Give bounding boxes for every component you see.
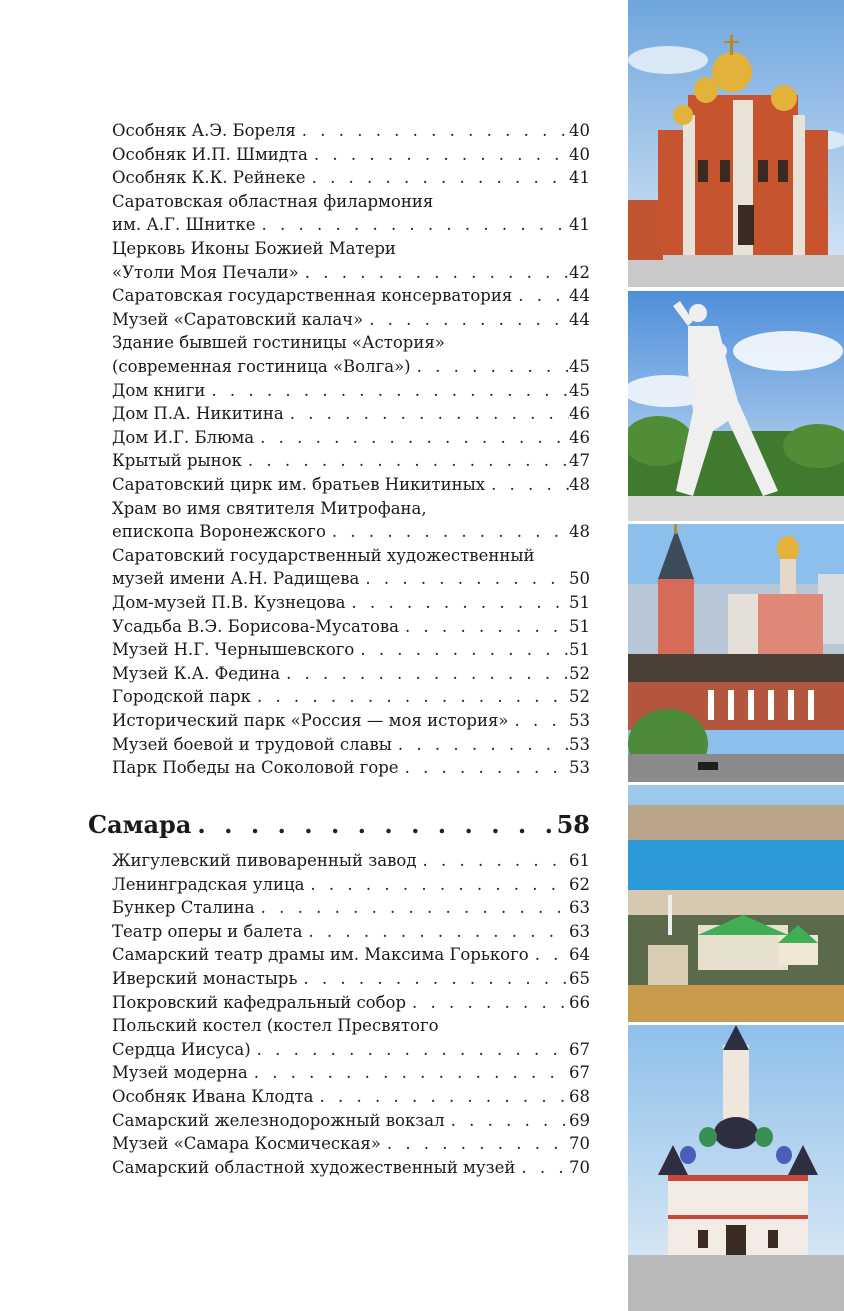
leader-dots xyxy=(392,733,569,757)
leader-dots xyxy=(284,402,569,426)
toc-page-number: 48 xyxy=(569,522,590,542)
toc-entry-title: Дом-музей П.В. Кузнецова xyxy=(112,593,346,612)
toc-page-number: 53 xyxy=(569,734,590,754)
toc-page-number: 48 xyxy=(569,475,590,494)
toc-page-number: 53 xyxy=(569,758,590,778)
leader-dots xyxy=(416,849,569,873)
toc-entry[interactable] xyxy=(112,166,590,190)
toc-entry-title: Покровский кафедральный собор xyxy=(112,992,407,1012)
toc-entry[interactable] xyxy=(112,1156,590,1180)
toc-entry-title: Жигулевский пивоваренный завод xyxy=(112,851,417,870)
toc-entry-title: музей имени А.Н. Радищева xyxy=(112,569,360,589)
toc-page-number: 63 xyxy=(569,898,590,918)
leader-dots xyxy=(299,261,569,285)
toc-entry[interactable] xyxy=(112,685,590,709)
photo-city-church-tower xyxy=(628,524,844,782)
toc-page-number: 41 xyxy=(569,168,590,188)
toc-entry-title: Саратовский цирк им. братьев Никитиных xyxy=(112,475,486,494)
leader-dots xyxy=(302,920,569,944)
toc-entry-title: Музей «Саратовский калач» xyxy=(112,309,364,329)
toc-page-number: 65 xyxy=(569,969,590,988)
leader-dots xyxy=(314,1085,569,1109)
toc-entry[interactable] xyxy=(112,896,590,920)
toc-entry[interactable] xyxy=(112,709,590,733)
leader-dots xyxy=(280,662,569,686)
toc-page-number: 53 xyxy=(569,711,590,730)
toc-entry-title: им. А.Г. Шнитке xyxy=(112,215,256,235)
toc-page-number: 47 xyxy=(569,451,590,471)
toc-entry-title: Музей модерна xyxy=(112,1063,248,1083)
toc-entry-title: Исторический парк «Россия — моя история» xyxy=(112,711,509,730)
leader-dots xyxy=(411,355,569,379)
toc-page-number: 51 xyxy=(569,640,590,660)
toc-entry-title: Храм во имя святителя Митрофана, xyxy=(112,498,427,518)
toc-entry[interactable] xyxy=(112,449,590,473)
toc-page-number: 66 xyxy=(569,992,590,1012)
leader-dots xyxy=(345,591,569,615)
leader-dots xyxy=(205,379,569,403)
toc-entry[interactable] xyxy=(112,143,590,167)
toc-entry[interactable] xyxy=(112,1014,590,1061)
leader-dots xyxy=(297,967,569,991)
leader-dots xyxy=(354,638,569,662)
photo-cathedral-white-domes xyxy=(628,1025,844,1311)
toc-entry-title: Сердца Иисуса) xyxy=(112,1039,251,1059)
leader-dots xyxy=(508,709,569,733)
toc-entry[interactable] xyxy=(112,920,590,944)
toc-entry-title: Особняк Ивана Клодта xyxy=(112,1087,314,1106)
toc-entry-title: Особняк И.П. Шмидта xyxy=(112,144,308,164)
leader-dots xyxy=(445,1109,569,1133)
leader-dots xyxy=(304,873,569,897)
toc-entry[interactable] xyxy=(112,1085,590,1109)
toc-page-number: 70 xyxy=(569,1157,590,1177)
toc-entry[interactable] xyxy=(112,331,590,378)
toc-entry-title: (современная гостиница «Волга») xyxy=(112,356,411,376)
toc-entry[interactable] xyxy=(112,849,590,873)
toc-page-number: 51 xyxy=(569,616,590,636)
toc-entry-title: Крытый рынок xyxy=(112,451,242,471)
toc-entry-title: Саратовский государственный художественный xyxy=(112,545,535,565)
leader-dots xyxy=(251,685,569,709)
toc-entry[interactable] xyxy=(112,615,590,639)
toc-page-number: 68 xyxy=(569,1087,590,1106)
toc-page-number: 70 xyxy=(569,1134,590,1154)
leader-dots xyxy=(359,567,569,591)
toc-entry-title: Дом книги xyxy=(112,380,206,400)
leader-dots xyxy=(381,1132,569,1156)
toc-page-number: 67 xyxy=(569,1063,590,1083)
toc-entry-title: Музей «Самара Космическая» xyxy=(112,1134,381,1154)
leader-dots xyxy=(363,308,569,332)
toc-entry-title: Парк Победы на Соколовой горе xyxy=(112,758,399,778)
photo-church-red-gold-domes xyxy=(628,0,844,287)
toc-entry[interactable] xyxy=(112,733,590,757)
leader-dots xyxy=(191,810,556,840)
leader-dots xyxy=(399,615,569,639)
leader-dots xyxy=(248,1061,569,1085)
toc-entry[interactable] xyxy=(112,284,590,308)
toc-page-number: 44 xyxy=(569,309,590,329)
toc-page-number: 62 xyxy=(569,874,590,894)
leader-dots xyxy=(242,449,569,473)
toc-entry-title: Бункер Сталина xyxy=(112,898,255,918)
toc-entry-title: Польский костел (костел Пресвятого xyxy=(112,1016,439,1036)
toc-page-number: 40 xyxy=(569,121,590,140)
leader-dots xyxy=(529,943,569,967)
toc-entry[interactable] xyxy=(112,991,590,1015)
toc-page-number: 67 xyxy=(569,1039,590,1059)
leader-dots xyxy=(406,991,569,1015)
toc-page-number: 61 xyxy=(569,851,590,870)
toc-entry[interactable] xyxy=(112,1132,590,1156)
toc-page-number: 64 xyxy=(569,945,590,965)
toc-page-number: 45 xyxy=(569,380,590,400)
toc-entry[interactable] xyxy=(112,662,590,686)
toc-entry-title: епископа Воронежского xyxy=(112,522,326,542)
leader-dots xyxy=(256,213,569,237)
section-page-number: 58 xyxy=(556,810,590,839)
leader-dots xyxy=(251,1038,569,1062)
toc-entry[interactable] xyxy=(112,402,590,426)
toc-page-number: 69 xyxy=(569,1110,590,1130)
toc-entry-title: Дом И.Г. Блюма xyxy=(112,427,255,447)
toc-page-number: 46 xyxy=(569,404,590,424)
toc-entry-title: Дом П.А. Никитина xyxy=(112,404,284,424)
leader-dots xyxy=(254,426,569,450)
leader-dots xyxy=(515,1156,569,1180)
leader-dots xyxy=(255,896,569,920)
toc-entry-title: Саратовская областная филармония xyxy=(112,191,434,211)
toc-entry[interactable] xyxy=(112,237,590,284)
toc-page-number: 42 xyxy=(569,262,590,282)
toc-entry[interactable] xyxy=(112,119,590,143)
toc-entry-title: Музей Н.Г. Чернышевского xyxy=(112,640,355,660)
toc-entry[interactable] xyxy=(112,1109,590,1133)
section-heading-samara[interactable] xyxy=(88,810,590,840)
toc-entry-title: Самарский театр драмы им. Максима Горького xyxy=(112,945,529,965)
leader-dots xyxy=(485,473,569,497)
toc-entry-title: Церковь Иконы Божией Матери xyxy=(112,239,396,258)
toc-page-number: 40 xyxy=(569,144,590,164)
toc-entry-title: Городской парк xyxy=(112,687,251,707)
toc-entry[interactable] xyxy=(112,379,590,403)
toc-entry-title: Самарский областной художественный музей xyxy=(112,1157,516,1177)
photo-aerial-river-city xyxy=(628,785,844,1022)
toc-entry[interactable] xyxy=(112,638,590,662)
leader-dots xyxy=(296,119,569,143)
toc-page-number: 45 xyxy=(569,356,590,376)
toc-entry-title: Саратовская государственная консерватория xyxy=(112,286,513,306)
toc-entry-title: Музей боевой и трудовой славы xyxy=(112,734,392,754)
toc-entry-title: Самарский железнодорожный вокзал xyxy=(112,1110,445,1130)
toc-entry[interactable] xyxy=(112,308,590,332)
toc-entry-title: Особняк К.К. Рейнеке xyxy=(112,168,306,188)
toc-entry-title: Особняк А.Э. Бореля xyxy=(112,121,296,140)
toc-page-number: 46 xyxy=(569,427,590,447)
toc-page-number: 50 xyxy=(569,569,590,589)
toc-entry[interactable] xyxy=(112,943,590,967)
toc-entry[interactable] xyxy=(112,591,590,615)
leader-dots xyxy=(326,520,569,544)
toc-entry[interactable] xyxy=(112,1061,590,1085)
leader-dots xyxy=(308,143,569,167)
photo-strip xyxy=(628,0,844,1311)
toc-entry-title: Усадьба В.Э. Борисова-Мусатова xyxy=(112,616,400,636)
toc-page-number: 44 xyxy=(569,286,590,306)
section-title: Самара xyxy=(88,810,192,839)
toc-entry[interactable] xyxy=(112,473,590,497)
toc-entry-title: «Утоли Моя Печали» xyxy=(112,262,299,282)
toc-entry[interactable] xyxy=(112,190,590,237)
toc-page-number: 52 xyxy=(569,687,590,707)
toc-entry[interactable] xyxy=(112,967,590,991)
toc-entry-title: Музей К.А. Федина xyxy=(112,663,281,683)
toc-entry-title: Иверский монастырь xyxy=(112,969,298,988)
toc-entry[interactable] xyxy=(112,426,590,450)
toc-page-number: 51 xyxy=(569,593,590,612)
leader-dots xyxy=(512,284,569,308)
leader-dots xyxy=(399,756,569,780)
toc-entry-title: Театр оперы и балета xyxy=(112,921,303,941)
toc-page-number: 41 xyxy=(569,215,590,235)
toc-page-number: 52 xyxy=(569,663,590,683)
toc-entry[interactable] xyxy=(112,873,590,897)
toc-entry[interactable] xyxy=(112,756,590,780)
toc-page-number: 63 xyxy=(569,921,590,941)
toc-entry-title: Ленинградская улица xyxy=(112,874,305,894)
leader-dots xyxy=(306,166,569,190)
photo-white-statue-park xyxy=(628,291,844,521)
toc-entry[interactable] xyxy=(112,544,590,591)
toc-entry-title: Здание бывшей гостиницы «Астория» xyxy=(112,333,445,353)
toc-entry[interactable] xyxy=(112,497,590,544)
